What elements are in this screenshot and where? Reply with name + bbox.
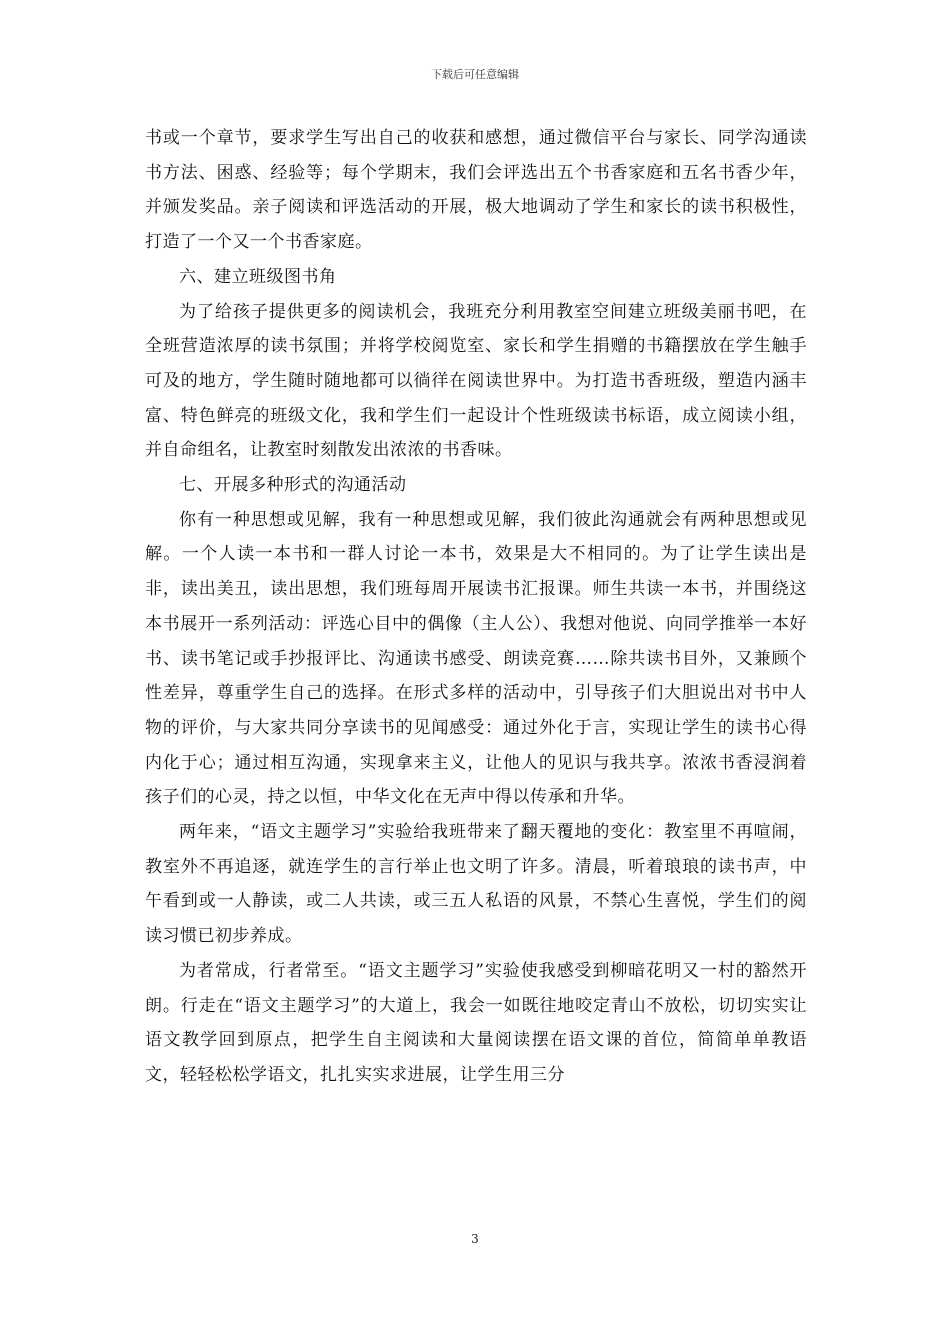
section-heading-6: 六、建立班级图书角 bbox=[179, 266, 337, 287]
page-number: 3 bbox=[471, 1232, 479, 1246]
page-header: 下载后可任意编辑 bbox=[431, 68, 519, 81]
paragraph-communication-activities: 你有一种思想或见解，我有一种思想或见解，我们彼此沟通就会有两种思想或见解。一个人读一本书和一群人讨论一本书，效果是大不相同的。为了让学生读出是非，读出美丑，读出思想，我们班每周开展读书汇报课。师生共读一本书，并围绕这本书展开一系列活动：评选心目中的偶像（主人公）、我想对他说、向同学推举一本好书、读书笔记或手抄报评比、沟通读书感受、朗读竞赛……除共读书目外，又兼顾个性差异，尊重学生自己的选择。在形式多样的活动中，引导孩子们大胆说出对书中人物的评价，与大家共同分享读书的见闻感受：通过外化于言，实现让学生的读书心得内化于心；通过相互沟通，实现拿来主义，让他人的见识与我共享。浓浓书香浸润着孩子们的心灵，持之以恒，中华文化在无声中得以传承和升华。 bbox=[145, 509, 807, 808]
section-heading-7: 七、开展多种形式的沟通活动 bbox=[179, 475, 407, 496]
paragraph-conclusion: 为者常成，行者常至。“语文主题学习”实验使我感受到柳暗花明又一村的豁然开朗。行走在“语文主题学习”的大道上，我会一如既往地咬定青山不放松，切切实实让语文教学回到原点，把学生自主阅读和大量阅读摆在语文课的首位，简简单单教语文，轻轻松松学语文，扎扎实实求进展，让学生用三分 bbox=[145, 960, 807, 1085]
paragraph-continuation: 书或一个章节，要求学生写出自己的收获和感想，通过微信平台与家长、同学沟通读书方法、困惑、经验等；每个学期末，我们会评选出五个书香家庭和五名书香少年，并颁发奖品。亲子阅读和评选活动的开展，极大地调动了学生和家长的读书积极性，打造了一个又一个书香家庭。 bbox=[145, 128, 807, 253]
paragraph-two-years: 两年来，“语文主题学习”实验给我班带来了翻天覆地的变化：教室里不再喧闹，教室外不再追逐，就连学生的言行举止也文明了许多。清晨，听着琅琅的读书声，中午看到或一人静读，或二人共读，或三五人私语的风景，不禁心生喜悦，学生们的阅读习惯已初步养成。 bbox=[145, 822, 807, 947]
paragraph-class-library: 为了给孩子提供更多的阅读机会，我班充分利用教室空间建立班级美丽书吧，在全班营造浓厚的读书氛围；并将学校阅览室、家长和学生捐赠的书籍摆放在学生触手可及的地方，学生随时随地都可以徜徉在阅读世界中。为打造书香班级，塑造内涵丰富、特色鲜亮的班级文化，我和学生们一起设计个性班级读书标语，成立阅读小组，并自命组名，让教室时刻散发出浓浓的书香味。 bbox=[145, 301, 807, 461]
body-text bbox=[145, 121, 807, 1093]
